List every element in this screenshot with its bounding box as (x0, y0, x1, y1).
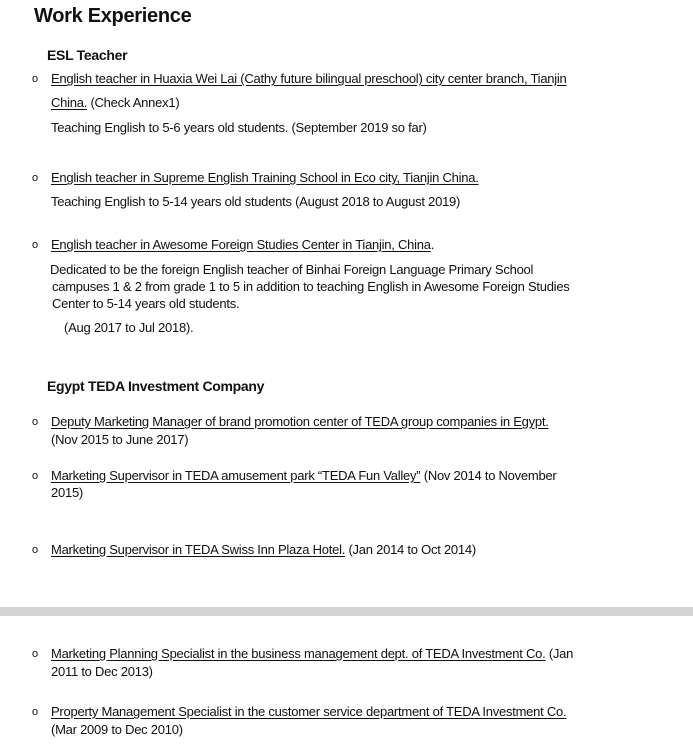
job-dates: 2011 to Dec 2013) (51, 664, 153, 679)
job-dates: (Aug 2017 to Jul 2018). (64, 320, 194, 335)
job-title: Property Management Specialist in the customer service department of TEDA Investment Co. (51, 704, 567, 719)
job-title: English teacher in Huaxia Wei Lai (Cathy future bilingual preschool) city center branch, Tianjin (51, 71, 567, 86)
list-item-cont (51, 95, 179, 111)
bullet-icon: o (32, 648, 39, 660)
bullet-icon: o (32, 239, 39, 251)
bullet-icon: o (32, 73, 39, 85)
job-title: Marketing Planning Specialist in the business management dept. of TEDA Investment Co. (51, 646, 546, 661)
job-dates: 2015) (51, 485, 83, 500)
section-heading-esl: ESL Teacher (47, 47, 128, 63)
job-description: Center to 5-14 years old students. (52, 296, 240, 311)
job-description: campuses 1 & 2 from grade 1 to 5 in addition to teaching English in Awesome Foreign Studies (52, 279, 570, 294)
page-title: Work Experience (34, 5, 192, 27)
job-description: Dedicated to be the foreign English teacher of Binhai Foreign Language Primary School (50, 262, 534, 277)
job-description: Teaching English to 5-6 years old students. (September 2019 so far) (51, 120, 427, 135)
punct: . (430, 237, 435, 252)
section-heading-teda: Egypt TEDA Investment Company (47, 378, 265, 394)
list-item (51, 704, 566, 720)
page-break (0, 607, 693, 616)
list-item (51, 170, 479, 186)
bullet-icon: o (32, 706, 39, 718)
list-item (51, 468, 557, 484)
job-dates: (Jan (545, 646, 574, 661)
list-item (51, 646, 573, 662)
list-item (51, 414, 549, 430)
job-title: Marketing Supervisor in TEDA Swiss Inn Plaza Hotel. (51, 542, 346, 557)
job-dates: (Jan 2014 to Oct 2014) (345, 542, 476, 557)
list-item (51, 71, 567, 87)
list-item (51, 237, 434, 253)
note: (Check Annex1) (87, 95, 180, 110)
bullet-icon: o (32, 544, 39, 556)
job-dates: (Nov 2014 to November (420, 468, 557, 483)
job-title: Marketing Supervisor in TEDA amusement park “TEDA Fun Valley” (51, 468, 421, 483)
bullet-icon: o (32, 470, 39, 482)
job-title: English teacher in Awesome Foreign Studies Center in Tianjin, China (51, 237, 431, 252)
job-title: Deputy Marketing Manager of brand promotion center of TEDA group companies in Egypt. (51, 414, 549, 429)
job-title: English teacher in Supreme English Training School in Eco city, Tianjin China. (51, 170, 479, 185)
bullet-icon: o (32, 416, 39, 428)
list-item (51, 542, 476, 558)
job-dates: (Nov 2015 to June 2017) (51, 432, 189, 447)
job-description: Teaching English to 5-14 years old students (August 2018 to August 2019) (51, 194, 461, 209)
bullet-icon: o (32, 172, 39, 184)
job-dates: (Mar 2009 to Dec 2010) (51, 722, 183, 737)
job-title-cont: China. (51, 95, 88, 110)
